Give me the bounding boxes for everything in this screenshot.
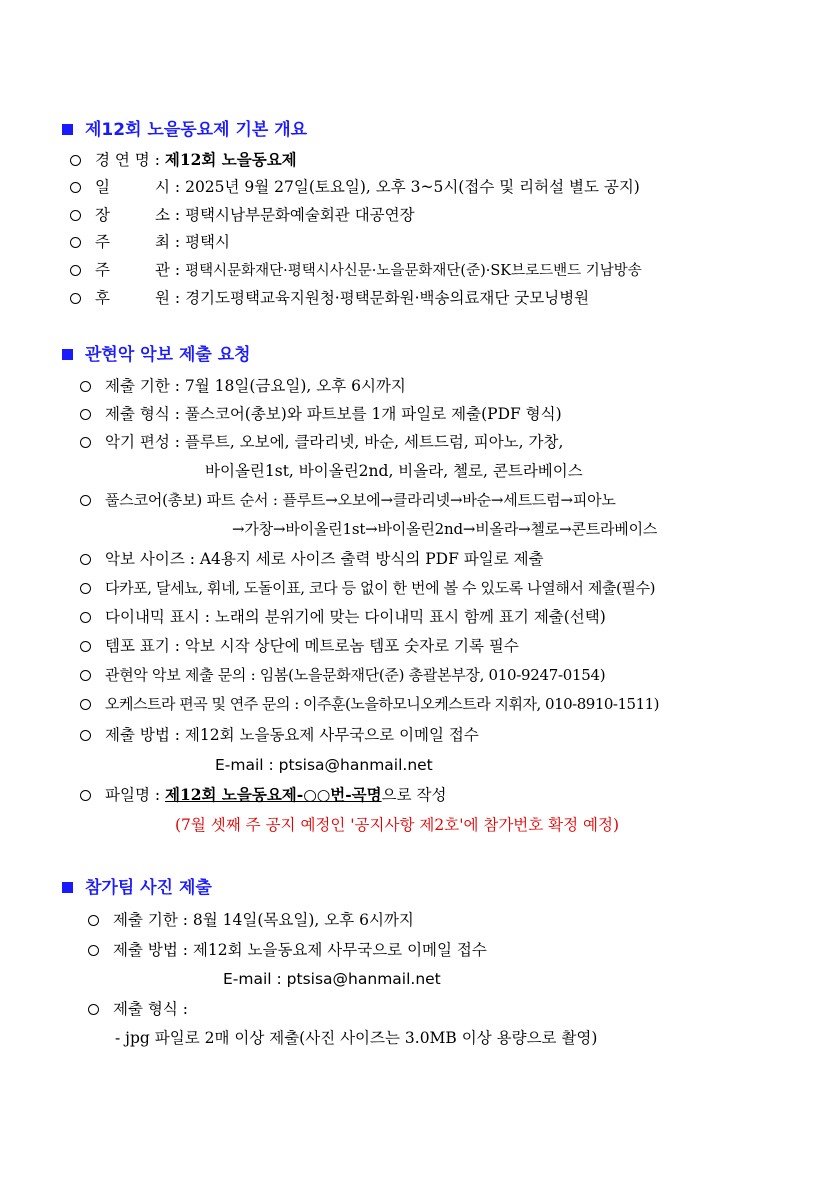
score-order — [80, 490, 616, 510]
photo-format-text: 제출 형식 : — [113, 1000, 188, 1018]
score-order-line2: →가창→바이올린1st→바이올린2nd→비올라→첼로→콘트라베이스 — [232, 520, 658, 538]
photo-format-detail-text: - jpg 파일로 2매 이상 제출(사진 사이즈는 3.0MB 이상 용량으로 촬영) — [115, 1029, 598, 1047]
circle-bullet-icon — [80, 612, 91, 623]
row-value: 평택시 — [185, 233, 230, 251]
circle-bullet-icon — [70, 182, 81, 193]
score-format — [80, 404, 562, 424]
overview-row-name — [70, 150, 297, 170]
circle-bullet-icon — [70, 265, 81, 276]
photo-email-text: E-mail : ptsisa@hanmail.net — [223, 970, 441, 988]
section2-title: 관현악 악보 제출 요청 — [85, 345, 251, 365]
filename-value: 제12회 노을동요제-○○번-곡명 — [165, 785, 382, 804]
square-bullet-icon — [62, 124, 73, 135]
score-size-text: 악보 사이즈 : A4용지 세로 사이즈 출력 방식의 PDF 파일로 제출 — [105, 550, 544, 568]
circle-bullet-icon — [80, 495, 91, 506]
circle-bullet-icon — [88, 915, 99, 926]
row-label: 경 연 명 — [95, 151, 150, 169]
row-sep: : — [170, 233, 186, 251]
score-email-text: E-mail : ptsisa@hanmail.net — [215, 756, 433, 774]
circle-bullet-icon — [80, 381, 91, 392]
section1-heading — [62, 120, 307, 140]
instrumentation-line2: 바이올린1st, 바이올린2nd, 비올라, 첼로, 콘트라베이스 — [205, 462, 583, 480]
score-dynamics-text: 다이내믹 표시 : 노래의 분위기에 맞는 다이내믹 표시 함께 표기 제출(선택) — [105, 608, 606, 626]
score-method — [80, 725, 479, 745]
score-format-text: 제출 형식 : 풀스코어(총보)와 파트보를 1개 파일로 제출(PDF 형식) — [105, 405, 562, 423]
circle-bullet-icon — [80, 699, 91, 710]
row-sep: : — [170, 178, 186, 196]
circle-bullet-icon — [80, 670, 91, 681]
overview-row-host — [70, 232, 230, 252]
participant-number-note — [175, 815, 619, 835]
instrumentation — [80, 432, 563, 452]
circle-bullet-icon — [70, 237, 81, 248]
square-bullet-icon — [62, 882, 73, 893]
circle-bullet-icon — [80, 409, 91, 420]
row-label: 일 시 — [95, 178, 170, 196]
circle-bullet-icon — [70, 293, 81, 304]
score-inquiry-text: 관현악 악보 제출 문의 : 임봄(노을문화재단(준) 총괄본부장, 010-9247-0154) — [105, 666, 606, 684]
square-bullet-icon — [62, 349, 73, 360]
score-tempo — [80, 636, 519, 656]
filename-suffix: 으로 작성 — [381, 786, 447, 804]
score-order-cont — [232, 519, 657, 539]
row-sep: : — [170, 289, 186, 307]
circle-bullet-icon — [80, 790, 91, 801]
photo-email — [223, 969, 441, 989]
score-filename — [80, 785, 446, 805]
section1-title: 제12회 노을동요제 기본 개요 — [85, 120, 308, 140]
photo-format-detail — [115, 1028, 597, 1048]
score-email — [215, 755, 433, 775]
row-label: 주 관 — [95, 261, 170, 279]
circle-bullet-icon — [88, 1004, 99, 1015]
score-inquiry — [80, 665, 605, 685]
instrumentation-cont — [205, 461, 583, 481]
photo-method-text: 제출 방법 : 제12회 노을동요제 사무국으로 이메일 접수 — [113, 941, 487, 959]
filename-label: 파일명 : — [105, 786, 165, 804]
row-sep: : — [170, 206, 186, 224]
participant-number-note-text: (7월 셋째 주 공지 예정인 '공지사항 제2호'에 참가번호 확정 예정) — [175, 816, 620, 834]
score-dynamics — [80, 607, 606, 627]
score-size — [80, 549, 544, 569]
photo-deadline — [88, 910, 414, 930]
orchestra-inquiry-text: 오케스트라 편곡 및 연주 문의 : 이주훈(노을하모니오케스트라 지휘자, 010-8910-1511) — [105, 695, 660, 713]
row-sep: : — [149, 151, 165, 169]
row-label: 장 소 — [95, 206, 170, 224]
row-sep: : — [170, 261, 186, 279]
circle-bullet-icon — [80, 554, 91, 565]
row-value: 제12회 노을동요제 — [164, 150, 297, 169]
section2-heading — [62, 345, 251, 365]
photo-method — [88, 940, 487, 960]
row-value: 평택시남부문화예술회관 대공연장 — [185, 206, 415, 224]
photo-deadline-text: 제출 기한 : 8월 14일(목요일), 오후 6시까지 — [113, 911, 414, 929]
photo-format — [88, 999, 188, 1019]
instrumentation-line1: 악기 편성 : 플루트, 오보에, 클라리넷, 바순, 세트드럼, 피아노, 가창, — [105, 433, 564, 451]
score-tempo-text: 템포 표기 : 악보 시작 상단에 메트로놈 템포 숫자로 기록 필수 — [105, 637, 519, 655]
circle-bullet-icon — [80, 641, 91, 652]
orchestra-inquiry — [80, 694, 659, 714]
row-label: 주 최 — [95, 233, 170, 251]
score-order-line1: 풀스코어(총보) 파트 순서 : 플루트→오보에→클라리넷→바순→세트드럼→피아노 — [105, 491, 616, 509]
score-deadline — [80, 376, 406, 396]
score-repeat-rule — [80, 578, 655, 598]
section3-heading — [62, 878, 212, 898]
overview-row-venue — [70, 205, 415, 225]
circle-bullet-icon — [70, 155, 81, 166]
overview-row-sponsor — [70, 288, 589, 308]
circle-bullet-icon — [70, 210, 81, 221]
overview-row-organizer — [70, 260, 642, 281]
circle-bullet-icon — [80, 437, 91, 448]
circle-bullet-icon — [80, 583, 91, 594]
overview-row-datetime — [70, 177, 640, 197]
score-repeat-rule-text: 다카포, 달세뇨, 휘네, 도돌이표, 코다 등 없이 한 번에 볼 수 있도록 나열해서 제출(필수) — [105, 579, 656, 597]
row-label: 후 원 — [95, 289, 170, 307]
section3-title: 참가팀 사진 제출 — [85, 878, 212, 898]
circle-bullet-icon — [88, 945, 99, 956]
row-value: 2025년 9월 27일(토요일), 오후 3~5시(접수 및 리허설 별도 공지) — [185, 178, 640, 196]
circle-bullet-icon — [80, 730, 91, 741]
score-method-text: 제출 방법 : 제12회 노을동요제 사무국으로 이메일 접수 — [105, 726, 479, 744]
row-value: 평택시문화재단·평택시사신문·노을문화재단(준)·SK브로드밴드 기남방송 — [185, 263, 642, 279]
row-value: 경기도평택교육지원청·평택문화원·백송의료재단 굿모닝병원 — [185, 289, 590, 307]
score-deadline-text: 제출 기한 : 7월 18일(금요일), 오후 6시까지 — [105, 377, 406, 395]
